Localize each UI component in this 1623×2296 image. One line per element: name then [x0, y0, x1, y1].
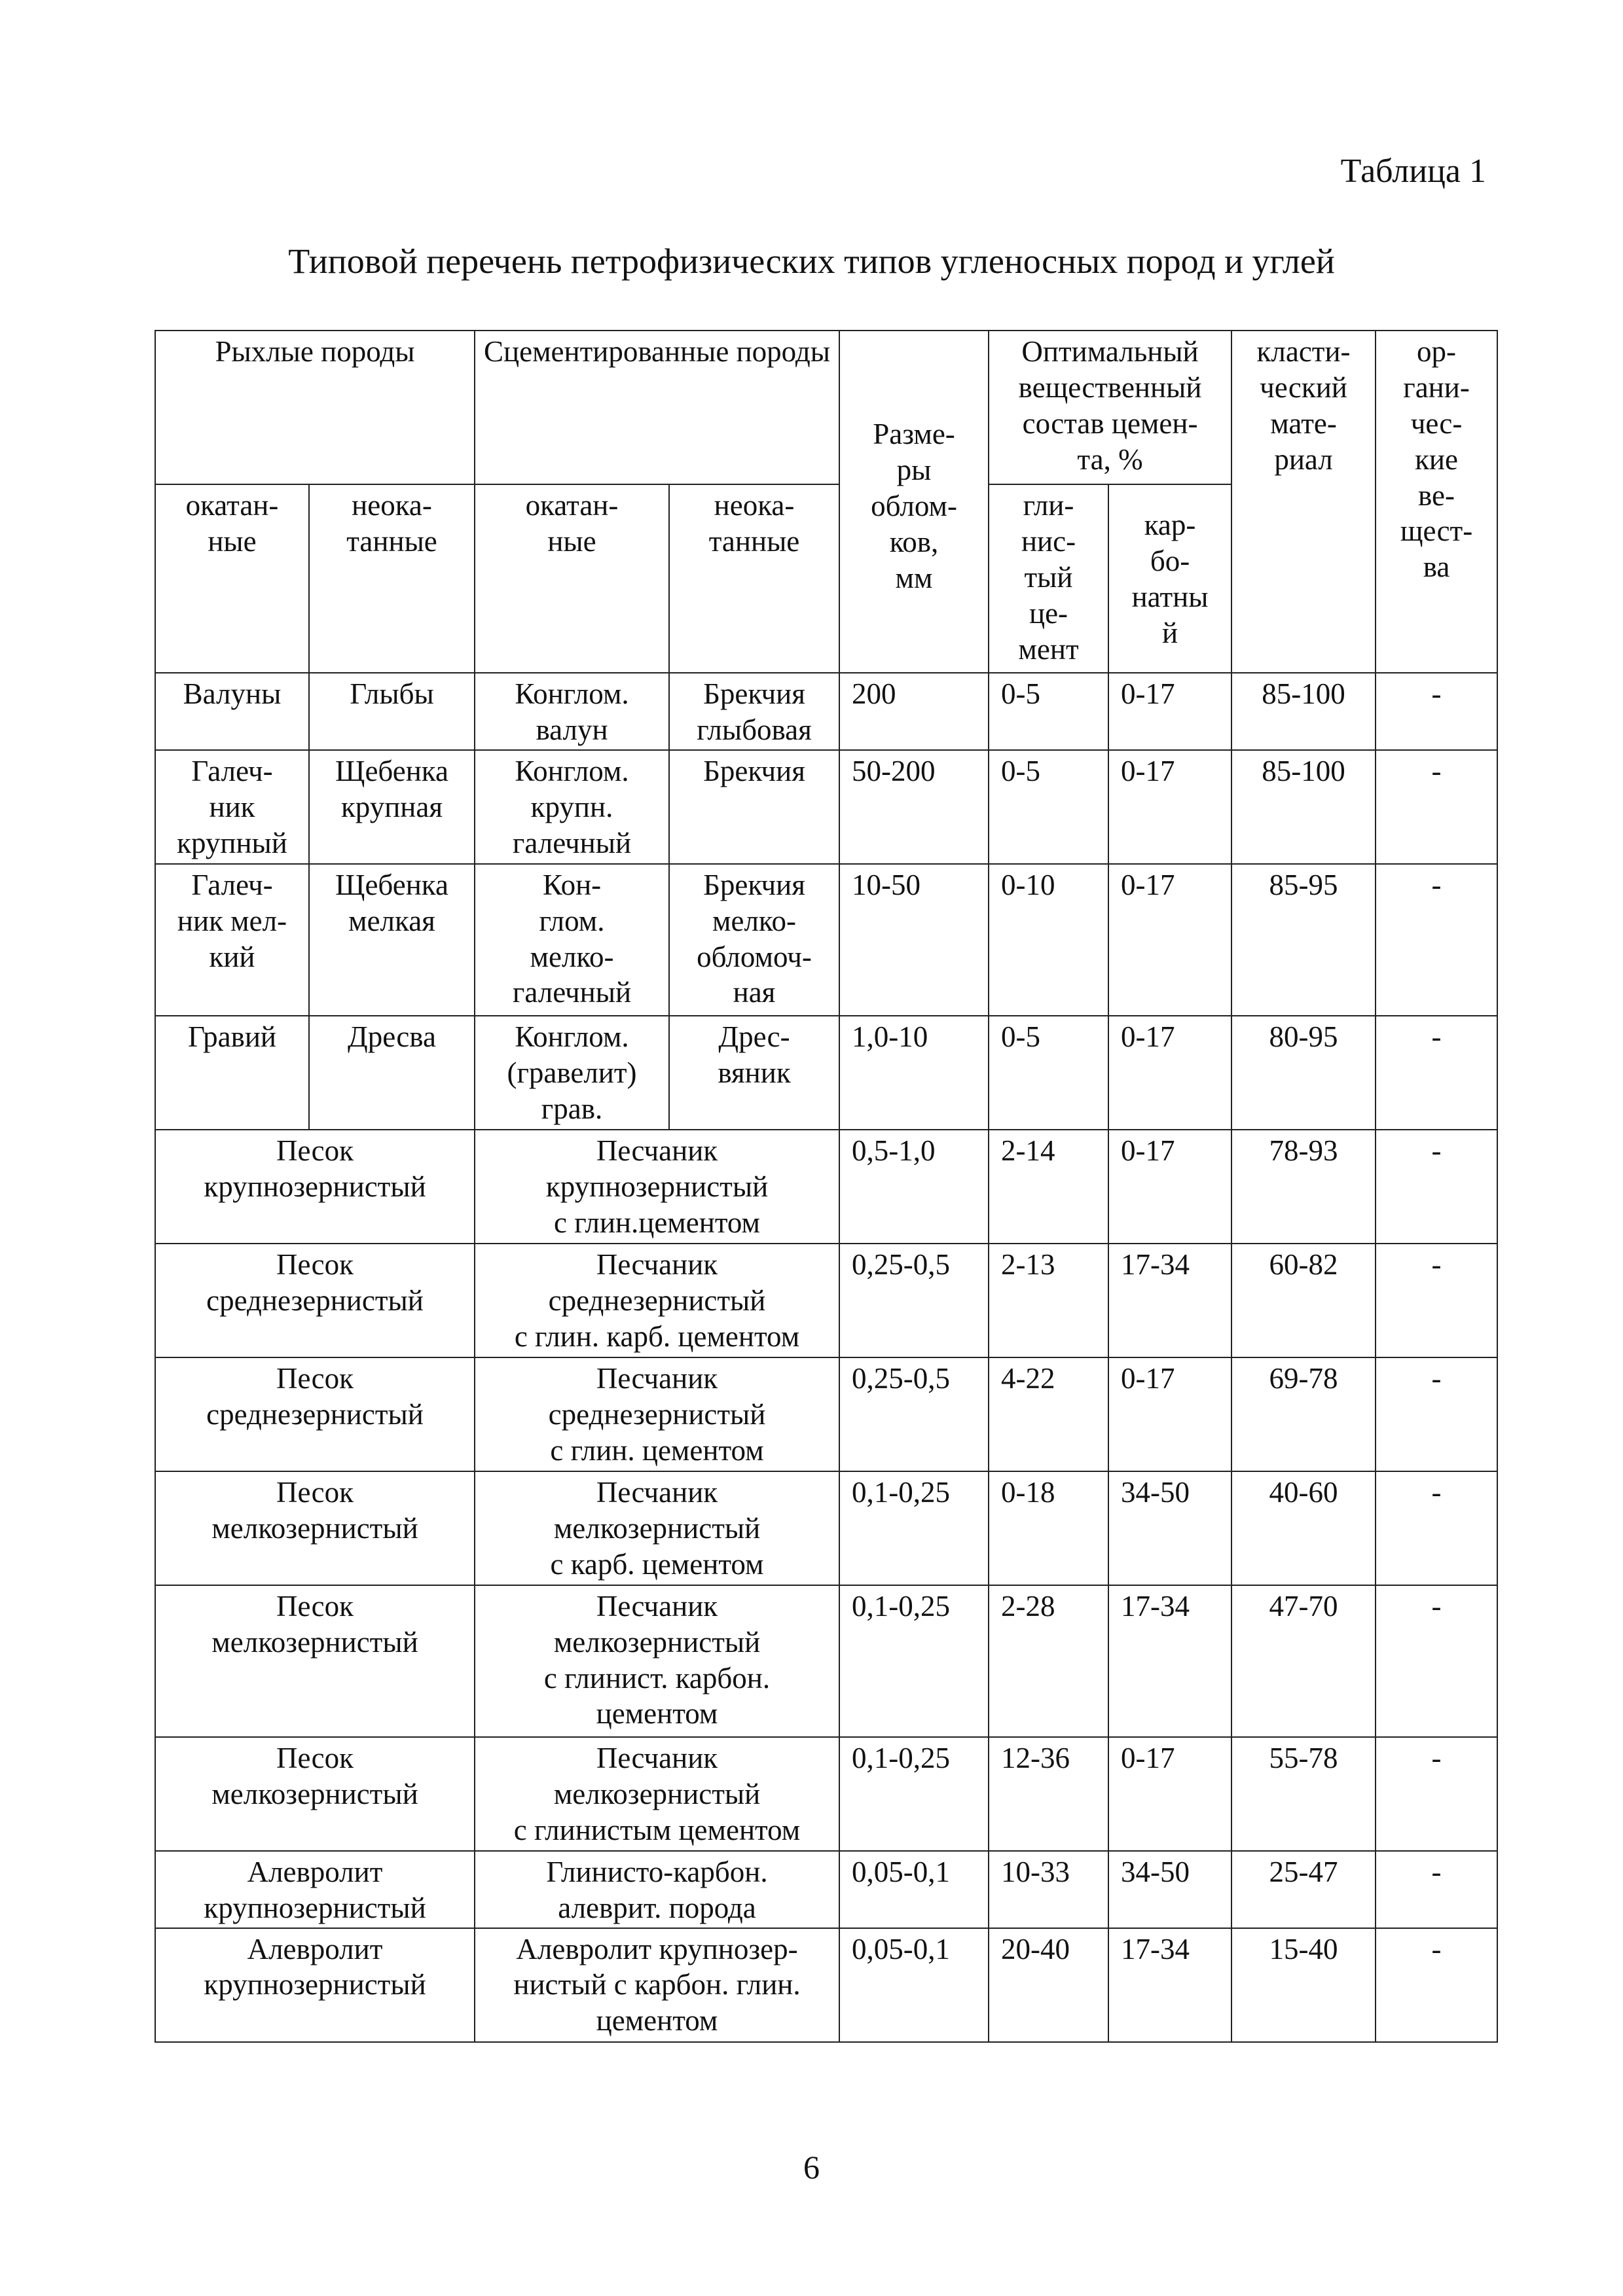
cell-loose-rock: Песок крупнозернистый [155, 1130, 475, 1244]
cell-clay-cement: 12-36 [989, 1737, 1108, 1851]
cell-carbonate-cement: 34-50 [1108, 1851, 1231, 1928]
cell-fragment-size: 0,25-0,5 [839, 1244, 989, 1357]
cell-clay-cement: 0-5 [989, 673, 1108, 750]
cell-carbonate-cement: 0-17 [1108, 1016, 1231, 1130]
cell-clay-cement: 2-13 [989, 1244, 1108, 1357]
table-row [155, 1244, 1497, 1357]
cell-fragment-size: 0,1-0,25 [839, 1737, 989, 1851]
cell-carbonate-cement: 34-50 [1108, 1471, 1231, 1585]
cell-cemented-angular: Брекчия глыбовая [669, 673, 839, 750]
cell-clastic-material: 85-100 [1231, 750, 1376, 864]
cell-fragment-size: 50-200 [839, 750, 989, 864]
table-row [155, 1130, 1497, 1244]
header-loose-rounded: окатан- ные [155, 484, 309, 673]
table-row [155, 750, 1497, 864]
cell-loose-rock: Песок мелкозернистый [155, 1471, 475, 1585]
cell-cemented-rounded: Конглом. крупн. галечный [475, 750, 669, 864]
table-row [155, 1928, 1497, 2042]
cell-clastic-material: 85-100 [1231, 673, 1376, 750]
table-row [155, 673, 1497, 750]
cell-clastic-material: 25-47 [1231, 1851, 1376, 1928]
header-cemented-rocks: Сцементированные породы [475, 331, 839, 484]
table-header [155, 331, 1497, 673]
cell-organic-matter: - [1376, 750, 1497, 864]
header-carbonate-cement: кар- бо- натны й [1108, 484, 1231, 673]
table-row [155, 864, 1497, 1016]
cell-organic-matter: - [1376, 1737, 1497, 1851]
cell-cemented-rounded: Кон- глом. мелко- галечный [475, 864, 669, 1016]
table-label: Таблица 1 [1340, 152, 1486, 190]
cell-organic-matter: - [1376, 1016, 1497, 1130]
cell-loose-rock: Песок мелкозернистый [155, 1585, 475, 1737]
header-organic-matter: ор- гани- чес- кие ве- щест- ва [1376, 331, 1497, 673]
cell-carbonate-cement: 0-17 [1108, 864, 1231, 1016]
cell-organic-matter: - [1376, 1244, 1497, 1357]
cell-carbonate-cement: 17-34 [1108, 1928, 1231, 2042]
cell-clastic-material: 55-78 [1231, 1737, 1376, 1851]
cell-cemented-rock: Песчаник крупнозернистый с глин.цементом [475, 1130, 839, 1244]
cell-clastic-material: 15-40 [1231, 1928, 1376, 2042]
cell-clay-cement: 0-5 [989, 1016, 1108, 1130]
cell-cemented-angular: Дрес- вяник [669, 1016, 839, 1130]
cell-carbonate-cement: 0-17 [1108, 1737, 1231, 1851]
cell-loose-rock: Алевролит крупнозернистый [155, 1928, 475, 2042]
cell-loose-rock: Песок среднезернистый [155, 1244, 475, 1357]
cell-loose-rounded: Галеч- ник мел- кий [155, 864, 309, 1016]
header-clay-cement: гли- нис- тый це- мент [989, 484, 1108, 673]
cell-fragment-size: 0,05-0,1 [839, 1851, 989, 1928]
header-loose-rocks: Рыхлые породы [155, 331, 475, 484]
table-row [155, 1851, 1497, 1928]
petrophysical-types-table [155, 330, 1498, 2043]
cell-clastic-material: 47-70 [1231, 1585, 1376, 1737]
cell-cemented-rock: Песчаник мелкозернистый с глинист. карбон. цементом [475, 1585, 839, 1737]
cell-loose-rock: Песок среднезернистый [155, 1357, 475, 1471]
cell-clastic-material: 60-82 [1231, 1244, 1376, 1357]
cell-cemented-angular: Брекчия [669, 750, 839, 864]
cell-clay-cement: 4-22 [989, 1357, 1108, 1471]
page-title: Типовой перечень петрофизических типов угленосных пород и углей [288, 242, 1335, 281]
cell-clay-cement: 2-14 [989, 1130, 1108, 1244]
cell-fragment-size: 1,0-10 [839, 1016, 989, 1130]
header-cement-composition: Оптимальный вещественный состав цемен- та, % [989, 331, 1231, 484]
cell-cemented-rock: Песчаник среднезернистый с глин. карб. цементом [475, 1244, 839, 1357]
cell-cemented-rock: Песчаник мелкозернистый с карб. цементом [475, 1471, 839, 1585]
cell-loose-rounded: Гравий [155, 1016, 309, 1130]
table-row [155, 1016, 1497, 1130]
cell-organic-matter: - [1376, 864, 1497, 1016]
cell-clay-cement: 0-18 [989, 1471, 1108, 1585]
cell-loose-rock: Алевролит крупнозернистый [155, 1851, 475, 1928]
cell-loose-angular: Дресва [309, 1016, 475, 1130]
cell-loose-angular: Глыбы [309, 673, 475, 750]
cell-clastic-material: 85-95 [1231, 864, 1376, 1016]
cell-fragment-size: 0,1-0,25 [839, 1585, 989, 1737]
header-loose-angular: неока- танные [309, 484, 475, 673]
table-row [155, 1357, 1497, 1471]
header-clastic-material: класти- ческий мате- риал [1231, 331, 1376, 673]
cell-carbonate-cement: 17-34 [1108, 1244, 1231, 1357]
cell-clay-cement: 20-40 [989, 1928, 1108, 2042]
cell-fragment-size: 0,5-1,0 [839, 1130, 989, 1244]
page-number: 6 [803, 2149, 820, 2185]
cell-clastic-material: 80-95 [1231, 1016, 1376, 1130]
header-cemented-angular: неока- танные [669, 484, 839, 673]
cell-clay-cement: 0-5 [989, 750, 1108, 864]
cell-fragment-size: 0,25-0,5 [839, 1357, 989, 1471]
cell-cemented-rock: Песчаник среднезернистый с глин. цементом [475, 1357, 839, 1471]
cell-organic-matter: - [1376, 1357, 1497, 1471]
table-row [155, 1471, 1497, 1585]
cell-fragment-size: 0,05-0,1 [839, 1928, 989, 2042]
cell-cemented-rock: Алевролит крупнозер- нистый с карбон. глин. цементом [475, 1928, 839, 2042]
cell-carbonate-cement: 17-34 [1108, 1585, 1231, 1737]
cell-fragment-size: 0,1-0,25 [839, 1471, 989, 1585]
cell-organic-matter: - [1376, 1471, 1497, 1585]
cell-loose-angular: Щебенка крупная [309, 750, 475, 864]
cell-clastic-material: 69-78 [1231, 1357, 1376, 1471]
cell-fragment-size: 10-50 [839, 864, 989, 1016]
cell-clay-cement: 10-33 [989, 1851, 1108, 1928]
cell-carbonate-cement: 0-17 [1108, 1130, 1231, 1244]
cell-cemented-rock: Глинисто-карбон. алеврит. порода [475, 1851, 839, 1928]
cell-organic-matter: - [1376, 1130, 1497, 1244]
table-row [155, 1585, 1497, 1737]
cell-loose-rounded: Галеч- ник крупный [155, 750, 309, 864]
cell-loose-angular: Щебенка мелкая [309, 864, 475, 1016]
cell-loose-rock: Песок мелкозернистый [155, 1737, 475, 1851]
cell-clastic-material: 40-60 [1231, 1471, 1376, 1585]
cell-clastic-material: 78-93 [1231, 1130, 1376, 1244]
cell-carbonate-cement: 0-17 [1108, 1357, 1231, 1471]
cell-organic-matter: - [1376, 1928, 1497, 2042]
cell-organic-matter: - [1376, 673, 1497, 750]
cell-cemented-rock: Песчаник мелкозернистый с глинистым цементом [475, 1737, 839, 1851]
cell-clay-cement: 2-28 [989, 1585, 1108, 1737]
cell-cemented-angular: Брекчия мелко- обломоч- ная [669, 864, 839, 1016]
header-cemented-rounded: окатан- ные [475, 484, 669, 673]
cell-cemented-rounded: Конглом. (гравелит) грав. [475, 1016, 669, 1130]
cell-organic-matter: - [1376, 1585, 1497, 1737]
table-row [155, 1737, 1497, 1851]
header-fragment-size: Разме- ры облом- ков, мм [839, 331, 989, 673]
cell-loose-rounded: Валуны [155, 673, 309, 750]
table-body [155, 673, 1497, 2042]
cell-carbonate-cement: 0-17 [1108, 673, 1231, 750]
cell-organic-matter: - [1376, 1851, 1497, 1928]
cell-fragment-size: 200 [839, 673, 989, 750]
cell-cemented-rounded: Конглом. валун [475, 673, 669, 750]
cell-clay-cement: 0-10 [989, 864, 1108, 1016]
cell-carbonate-cement: 0-17 [1108, 750, 1231, 864]
